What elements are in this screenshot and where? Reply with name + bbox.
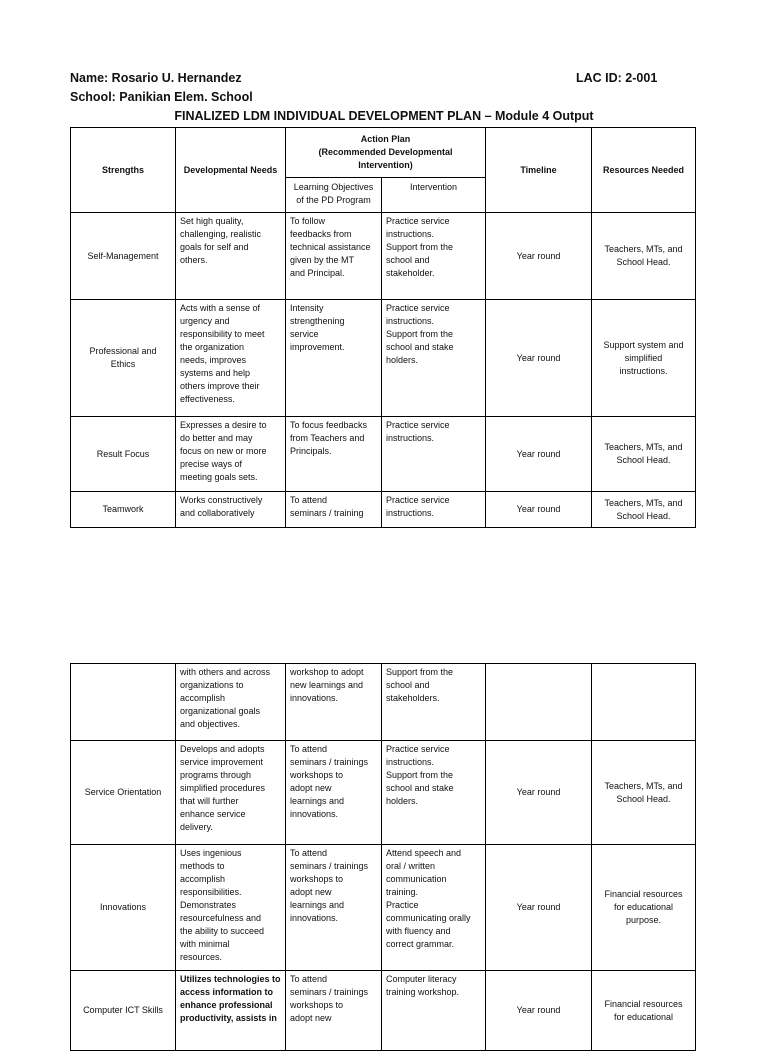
intervention-cell: Practice service instructions. — [382, 417, 486, 492]
name-label: Name: Rosario U. Hernandez — [70, 71, 242, 85]
learning-objectives-cell: To attend seminars / trainings workshops to adopt new — [286, 971, 382, 1051]
resources-cell: Financial resources for educational purpose. — [592, 845, 696, 971]
learning-objectives-cell: To follow feedbacks from technical assistance given by the MT and Principal. — [286, 213, 382, 300]
strength-cell — [71, 664, 176, 741]
table-row — [71, 417, 696, 492]
resources-cell: Teachers, MTs, and School Head. — [592, 213, 696, 300]
strength-cell: Result Focus — [71, 417, 176, 492]
developmental-needs-cell: Acts with a sense of urgency and responsibility to meet the organization needs, improves systems and help others improve their effectiveness. — [176, 300, 286, 417]
timeline-cell: Year round — [486, 845, 592, 971]
timeline-cell: Year round — [486, 417, 592, 492]
school-label: School: Panikian Elem. School — [70, 90, 253, 104]
strength-cell: Service Orientation — [71, 741, 176, 845]
learning-objectives-cell: workshop to adopt new learnings and innovations. — [286, 664, 382, 741]
table-row — [71, 971, 696, 1051]
resources-cell: Teachers, MTs, and School Head. — [592, 417, 696, 492]
table-row — [71, 213, 696, 300]
learning-objectives-cell: To focus feedbacks from Teachers and Principals. — [286, 417, 382, 492]
resources-cell: Teachers, MTs, and School Head. — [592, 741, 696, 845]
table-row — [71, 741, 696, 845]
table-row — [71, 300, 696, 417]
document-title: FINALIZED LDM INDIVIDUAL DEVELOPMENT PLAN – Module 4 Output — [174, 109, 594, 123]
developmental-needs-cell: Uses ingenious methods to accomplish responsibilities. Demonstrates resourcefulness and the ability to succeed with minimal resources. — [176, 845, 286, 971]
resources-cell: Teachers, MTs, and School Head. — [592, 492, 696, 528]
developmental-needs-cell: with others and across organizations to accomplish organizational goals and objectives. — [176, 664, 286, 741]
developmental-needs-cell: Develops and adopts service improvement programs through simplified procedures that will further enhance service delivery. — [176, 741, 286, 845]
timeline-cell: Year round — [486, 213, 592, 300]
intervention-cell: Practice service instructions. Support from the school and stake holders. — [382, 741, 486, 845]
resources-cell: Financial resources for educational — [592, 971, 696, 1051]
resources-cell: Support system and simplified instructions. — [592, 300, 696, 417]
strength-cell: Self-Management — [71, 213, 176, 300]
learning-objectives-cell: Intensity strengthening service improvement. — [286, 300, 382, 417]
developmental-needs-cell: Set high quality, challenging, realistic goals for self and others. — [176, 213, 286, 300]
strength-cell: Teamwork — [71, 492, 176, 528]
intervention-cell: Attend speech and oral / written communication training. Practice communicating orally with fluency and correct grammar. — [382, 845, 486, 971]
timeline-cell — [486, 664, 592, 741]
header-resources-needed: Resources Needed — [592, 128, 696, 213]
intervention-cell: Practice service instructions. Support from the school and stakeholder. — [382, 213, 486, 300]
learning-objectives-cell: To attend seminars / trainings workshops to adopt new learnings and innovations. — [286, 741, 382, 845]
lac-id-label: LAC ID: 2-001 — [576, 71, 658, 85]
strength-cell: Professional and Ethics — [71, 300, 176, 417]
learning-objectives-cell: To attend seminars / training — [286, 492, 382, 528]
timeline-cell: Year round — [486, 492, 592, 528]
development-plan-table-continued — [70, 663, 696, 1051]
intervention-cell: Practice service instructions. — [382, 492, 486, 528]
development-plan-table — [70, 127, 696, 528]
strength-cell: Innovations — [71, 845, 176, 971]
header-learning-objectives: Learning Objectives of the PD Program — [286, 178, 382, 213]
learning-objectives-cell: To attend seminars / trainings workshops to adopt new learnings and innovations. — [286, 845, 382, 971]
header-strengths: Strengths — [71, 128, 176, 213]
timeline-cell: Year round — [486, 741, 592, 845]
header-intervention: Intervention — [382, 178, 486, 213]
intervention-cell: Computer literacy training workshop. — [382, 971, 486, 1051]
timeline-cell: Year round — [486, 300, 592, 417]
table-row — [71, 492, 696, 528]
developmental-needs-cell: Utilizes technologies to access information to enhance professional productivity, assists in — [176, 971, 286, 1051]
strength-cell: Computer ICT Skills — [71, 971, 176, 1051]
timeline-cell: Year round — [486, 971, 592, 1051]
developmental-needs-cell: Expresses a desire to do better and may focus on new or more precise ways of meeting goals sets. — [176, 417, 286, 492]
intervention-cell: Support from the school and stakeholders. — [382, 664, 486, 741]
header-timeline: Timeline — [486, 128, 592, 213]
header-developmental-needs: Developmental Needs — [176, 128, 286, 213]
intervention-cell: Practice service instructions. Support from the school and stake holders. — [382, 300, 486, 417]
table-row — [71, 845, 696, 971]
developmental-needs-cell: Works constructively and collaboratively — [176, 492, 286, 528]
resources-cell — [592, 664, 696, 741]
header-action-plan: Action Plan (Recommended Developmental Intervention) — [286, 128, 486, 178]
table-row — [71, 664, 696, 741]
